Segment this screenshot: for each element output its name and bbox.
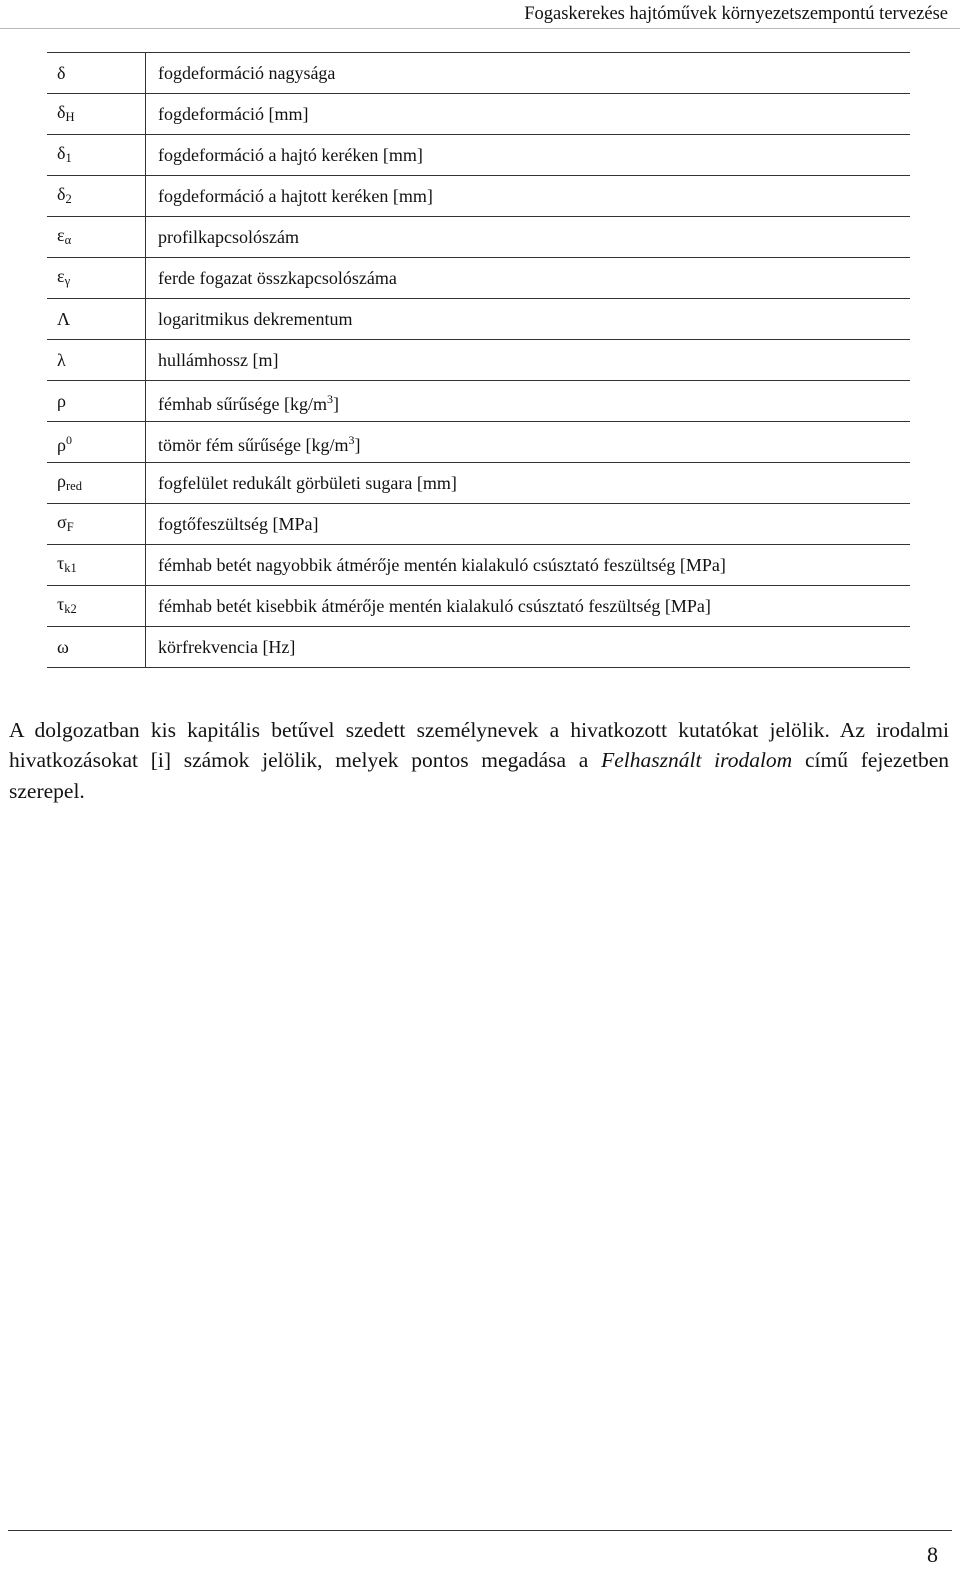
symbol-cell [47, 463, 146, 504]
table-row [47, 381, 910, 422]
symbol-table [47, 52, 910, 668]
description-text: ferde fogazat összkapcsolószáma [158, 268, 397, 288]
description-cell [146, 176, 911, 217]
description-cell [146, 627, 911, 668]
symbol-glyph: ε [57, 265, 65, 286]
symbol-subscript: red [65, 478, 82, 493]
symbol-glyph: δ [57, 63, 66, 83]
table-row [47, 545, 910, 586]
description-text: fogdeformáció a hajtott keréken [mm] [158, 186, 433, 206]
symbol-glyph: ρ [57, 434, 66, 455]
description-cell [146, 463, 911, 504]
note-emphasis: Felhasznált irodalom [601, 748, 793, 772]
description-cell [146, 545, 911, 586]
description-text: fogtőfeszültség [MPa] [158, 514, 319, 534]
table-row [47, 299, 910, 340]
symbol-glyph: Λ [57, 309, 71, 329]
table-row [47, 586, 910, 627]
symbol-subscript: k1 [64, 560, 77, 575]
description-cell [146, 340, 911, 381]
description-superscript: 3 [348, 432, 355, 447]
table-row [47, 422, 910, 463]
description-text: fémhab sűrűsége [kg/m [158, 393, 327, 414]
description-text: hullámhossz [m] [158, 350, 279, 370]
table-row [47, 463, 910, 504]
description-superscript: 3 [326, 391, 333, 406]
symbol-subscript: α [64, 232, 72, 247]
symbol-cell [47, 94, 146, 135]
description-cell [146, 53, 911, 94]
description-text: logaritmikus dekrementum [158, 309, 353, 329]
description-cell [146, 135, 911, 176]
description-cell [146, 586, 911, 627]
description-cell [146, 299, 911, 340]
description-text: fogdeformáció a hajtó keréken [mm] [158, 145, 423, 165]
symbol-subscript: F [66, 519, 74, 534]
description-text: tömör fém sűrűsége [kg/m [158, 434, 349, 455]
note-part1: A dolgozatban kis kapitális betűvel szedett személynevek a hivatkozott kutatókat jelölik. Az irodalmi hivatkozásokat [i] számok jelölik, melyek pontos megadása a [9, 717, 949, 772]
running-header: Fogaskerekes hajtóművek környezetszempontú tervezése [524, 4, 948, 24]
symbol-subscript: H [65, 109, 75, 124]
table-row [47, 217, 910, 258]
header-rule [0, 28, 960, 29]
page-number: 8 [927, 1542, 938, 1567]
description-cell [146, 94, 911, 135]
table-row [47, 94, 910, 135]
symbol-glyph: δ [57, 183, 66, 204]
description-tail: ] [332, 393, 339, 414]
description-text: körfrekvencia [Hz] [158, 637, 296, 657]
symbol-glyph: δ [57, 101, 66, 122]
symbol-cell [47, 176, 146, 217]
symbol-glyph: τ [57, 552, 65, 573]
description-cell [146, 258, 911, 299]
symbol-superscript: 0 [65, 432, 72, 447]
symbol-glyph: ω [57, 637, 69, 657]
symbol-cell [47, 586, 146, 627]
symbol-cell [47, 381, 146, 422]
symbol-subscript: k2 [64, 601, 77, 616]
table-row [47, 53, 910, 94]
symbol-glyph: ρ [57, 391, 66, 411]
symbol-cell [47, 340, 146, 381]
note-part2: című fejezetben szerepel. [9, 748, 950, 803]
description-cell [146, 217, 911, 258]
symbol-cell [47, 627, 146, 668]
table-row [47, 258, 910, 299]
description-text: fogdeformáció [mm] [158, 104, 309, 124]
footer-rule [8, 1530, 952, 1531]
table-row [47, 504, 910, 545]
table-row [47, 176, 910, 217]
table-row [47, 340, 910, 381]
symbol-cell [47, 217, 146, 258]
description-tail: ] [354, 434, 361, 455]
symbol-cell [47, 135, 146, 176]
symbol-cell [47, 299, 146, 340]
symbol-glyph: ε [57, 224, 65, 245]
symbol-glyph: τ [57, 593, 65, 614]
description-cell [146, 381, 911, 422]
symbol-glyph: δ [57, 142, 66, 163]
symbol-cell [47, 422, 146, 463]
symbol-subscript: γ [64, 273, 71, 288]
description-text: fémhab betét kisebbik átmérője mentén kialakuló csúsztató feszültség [MPa] [158, 596, 711, 616]
description-text: profilkapcsolószám [158, 227, 299, 247]
symbol-subscript: 2 [65, 191, 72, 206]
symbol-glyph: ρ [57, 470, 66, 491]
symbol-cell [47, 53, 146, 94]
description-text: fogdeformáció nagysága [158, 63, 336, 83]
symbol-cell [47, 258, 146, 299]
table-row [47, 135, 910, 176]
symbol-cell [47, 545, 146, 586]
description-text: fémhab betét nagyobbik átmérője mentén kialakuló csúsztató feszültség [MPa] [158, 555, 726, 575]
description-text: fogfelület redukált görbületi sugara [mm] [158, 473, 457, 493]
note-paragraph [9, 715, 949, 807]
table-row [47, 627, 910, 668]
description-cell [146, 422, 911, 463]
symbol-glyph: σ [57, 511, 67, 532]
description-cell [146, 504, 911, 545]
symbol-glyph: λ [57, 350, 66, 370]
symbol-rows [47, 53, 910, 668]
symbol-subscript: 1 [65, 150, 72, 165]
symbol-cell [47, 504, 146, 545]
